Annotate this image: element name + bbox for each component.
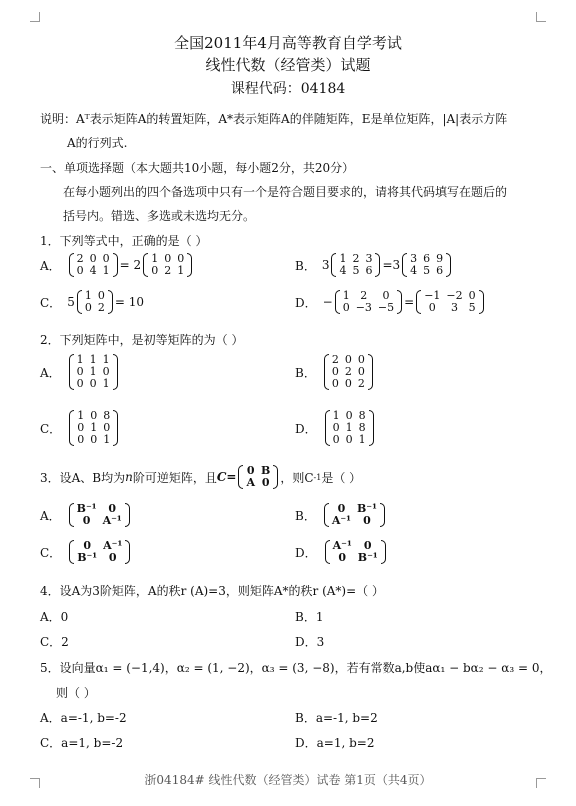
matrix-cell: 1 — [90, 421, 98, 434]
matrix-cell: B⁻¹ — [77, 551, 98, 564]
q5-option-b[interactable]: B．a=-1, b=2 — [295, 711, 378, 725]
matrix-cell: −5 — [377, 301, 395, 314]
matrix — [325, 540, 386, 564]
matrix-cell: 1 — [339, 252, 347, 265]
matrix-cell: 0 — [103, 421, 111, 434]
page-footer: 浙04184# 线性代数（经管类）试卷 第1页（共4页） — [144, 773, 432, 787]
matrix-cell: 0 — [357, 353, 365, 366]
matrix-cell: 1 — [102, 264, 110, 277]
q4-stem: 4．设A为3阶矩阵，A的秩r (A)=3，则矩阵A*的秩r (A*)=（ ） — [40, 584, 384, 598]
q4-option-c[interactable]: C．2 — [40, 635, 69, 649]
matrix — [238, 465, 278, 489]
matrix — [69, 540, 130, 564]
q4-option-a[interactable]: A．0 — [40, 610, 69, 624]
crop-mark-top-right — [536, 12, 546, 22]
matrix-cell: A — [246, 476, 256, 489]
matrix — [143, 253, 192, 277]
matrix-cell: 0 — [151, 264, 159, 277]
matrix-cell: 0 — [164, 252, 172, 265]
matrix — [69, 354, 118, 390]
matrix-cell: 2 — [344, 365, 352, 378]
matrix-cell: −2 — [446, 289, 463, 302]
matrix-cell: B⁻¹ — [76, 502, 97, 515]
matrix-cell: 1 — [332, 409, 340, 422]
q3-stem: 3．设A、B均为 n 阶可逆矩阵，且 C= 0 B A 0 ，则C -1 是（ ） — [40, 464, 362, 489]
matrix-cell: 0 — [108, 502, 116, 515]
q5-option-d[interactable]: D．a=1, b=2 — [295, 736, 375, 750]
matrix — [69, 253, 118, 277]
q3-option-c[interactable]: C． 0 A⁻¹ B⁻¹ 0 — [40, 540, 132, 564]
matrix-cell: 0 — [76, 365, 84, 378]
matrix-cell: 1 — [358, 433, 366, 446]
matrix-cell: 6 — [423, 252, 431, 265]
matrix-cell: 0 — [345, 409, 353, 422]
matrix-cell: 1 — [345, 421, 353, 434]
matrix-cell: 0 — [345, 433, 353, 446]
matrix-cell: 9 — [436, 252, 444, 265]
matrix-cell: 2 — [331, 353, 339, 366]
matrix-cell: 1 — [102, 377, 110, 390]
q1-option-c[interactable]: C． 5 1 0 0 2 = 10 — [40, 289, 144, 314]
matrix-cell: 0 — [90, 409, 98, 422]
matrix — [69, 503, 130, 527]
matrix-cell: 0 — [344, 353, 352, 366]
q3-option-d[interactable]: D． A⁻¹ 0 0 B⁻¹ — [295, 540, 388, 564]
matrix-cell: 1 — [89, 353, 97, 366]
matrix-cell: 4 — [89, 264, 97, 277]
matrix-cell: A⁻¹ — [102, 514, 122, 527]
matrix-cell: 0 — [82, 514, 91, 527]
matrix-cell: 0 — [363, 514, 371, 527]
q2-option-c[interactable]: C． 1 0 8 0 1 0 0 0 1 — [40, 410, 120, 446]
section-instruction-2: 括号内。错选、多选或未选均无分。 — [63, 209, 256, 223]
matrix-cell: A⁻¹ — [103, 539, 123, 552]
matrix-cell: B⁻¹ — [357, 551, 378, 564]
q4-option-d[interactable]: D．3 — [295, 635, 325, 649]
matrix-cell: 0 — [76, 377, 84, 390]
matrix-cell: 0 — [108, 551, 117, 564]
matrix-cell: 2 — [97, 301, 105, 314]
matrix-cell: 1 — [89, 365, 97, 378]
matrix-cell: −3 — [355, 301, 372, 314]
q5-stem: 5．设向量α₁ = (−1,4)，α₂ = (1, −2)，α₃ = (3, −8)，若有常数a,b使aα₁ − bα₂ − α₃ = 0， — [40, 661, 552, 675]
matrix-cell: 1 — [84, 289, 92, 302]
q5-option-c[interactable]: C．a=1, b=-2 — [40, 736, 124, 750]
matrix-cell: 0 — [97, 289, 105, 302]
q2-option-a[interactable]: A． 1 1 1 0 1 0 0 0 1 — [40, 354, 120, 390]
matrix-cell: 0 — [102, 252, 110, 265]
matrix-cell: B — [261, 464, 271, 477]
matrix — [331, 253, 380, 277]
matrix — [324, 354, 373, 390]
matrix-cell: 0 — [246, 464, 255, 477]
matrix-cell: 3 — [451, 301, 459, 314]
matrix-cell: 0 — [84, 301, 92, 314]
matrix-cell: 0 — [332, 421, 340, 434]
matrix-cell: 0 — [468, 289, 476, 302]
matrix-cell: 2 — [357, 377, 365, 390]
matrix-cell: 1 — [102, 353, 110, 366]
matrix-cell: 0 — [344, 377, 352, 390]
matrix-cell: 8 — [358, 421, 366, 434]
q3-option-b[interactable]: B． 0 B⁻¹ A⁻¹ 0 — [295, 503, 387, 527]
matrix-cell: 0 — [382, 289, 390, 302]
matrix-cell: 0 — [332, 433, 340, 446]
matrix-cell: 8 — [358, 409, 366, 422]
q3-option-a[interactable]: A． B⁻¹ 0 0 A⁻¹ — [40, 503, 132, 527]
matrix-cell: 0 — [76, 264, 84, 277]
q1-option-d[interactable]: D． − 1 2 0 0 −3 −5 = −1 −2 0 0 3 5 — [295, 290, 486, 314]
q2-option-b[interactable]: B． 2 0 0 0 2 0 0 0 2 — [295, 354, 375, 390]
note-line-1: 说明：Aᵀ表示矩阵A的转置矩阵，A*表示矩阵A的伴随矩阵，E是单位矩阵，|A|表示方阵 — [40, 112, 508, 126]
matrix-cell: 0 — [428, 301, 436, 314]
matrix-cell: 0 — [89, 377, 97, 390]
matrix — [335, 290, 402, 314]
matrix-cell: B⁻¹ — [357, 502, 377, 515]
exam-subject: 线性代数（经管类）试题 — [205, 56, 371, 74]
q4-option-b[interactable]: B．1 — [295, 610, 324, 624]
matrix-cell: 0 — [261, 476, 270, 489]
matrix-cell: 8 — [103, 409, 111, 422]
matrix-cell: 0 — [357, 365, 365, 378]
matrix — [77, 290, 113, 314]
section-heading: 一、单项选择题（本大题共10小题，每小题2分，共20分） — [40, 161, 355, 175]
matrix-cell: 1 — [77, 409, 85, 422]
matrix-cell: 4 — [339, 264, 347, 277]
matrix-cell: 2 — [76, 252, 84, 265]
matrix-cell: 4 — [410, 264, 418, 277]
matrix-cell: 1 — [177, 264, 185, 277]
matrix — [416, 290, 483, 314]
matrix — [69, 410, 118, 446]
matrix-cell: 2 — [164, 264, 172, 277]
matrix-cell: 3 — [365, 252, 373, 265]
crop-mark-top-left — [30, 12, 40, 22]
matrix-cell: −1 — [424, 289, 441, 302]
matrix-cell: 1 — [103, 433, 111, 446]
matrix-cell: 0 — [342, 301, 350, 314]
exam-title: 全国2011年4月高等教育自学考试 — [174, 34, 402, 52]
q2-option-d[interactable]: D． 1 0 8 0 1 8 0 0 1 — [295, 410, 376, 446]
q2-stem: 2．下列矩阵中，是初等矩阵的为（ ） — [40, 333, 244, 347]
course-code: 课程代码：04184 — [230, 81, 346, 97]
q1-option-a[interactable]: A． 2 0 0 0 4 1 = 2 1 0 0 0 2 1 — [40, 253, 194, 277]
note-line-2: A的行列式. — [67, 136, 128, 150]
matrix-cell: 2 — [352, 252, 360, 265]
matrix-cell: 0 — [331, 365, 339, 378]
matrix-cell: 2 — [360, 289, 368, 302]
matrix — [402, 253, 451, 277]
matrix-cell: 0 — [363, 539, 372, 552]
matrix-cell: 0 — [177, 252, 185, 265]
matrix — [324, 503, 385, 527]
matrix-cell: 3 — [410, 252, 418, 265]
q1-stem: 1．下列等式中，正确的是（ ） — [40, 234, 208, 248]
matrix-cell: 5 — [423, 264, 431, 277]
q1-option-b[interactable]: B． 3 1 2 3 4 5 6 =3 3 6 9 4 5 6 — [295, 253, 453, 277]
matrix-cell: A⁻¹ — [332, 539, 352, 552]
matrix-cell: 0 — [338, 551, 347, 564]
matrix-cell: 6 — [365, 264, 373, 277]
matrix-cell: 5 — [352, 264, 360, 277]
matrix — [325, 410, 374, 446]
matrix-cell: 0 — [102, 365, 110, 378]
q5-option-a[interactable]: A．a=-1, b=-2 — [40, 711, 127, 725]
matrix-cell: 1 — [151, 252, 159, 265]
section-instruction-1: 在每小题列出的四个备选项中只有一个是符合题目要求的，请将其代码填写在题后的 — [63, 185, 508, 199]
matrix-cell: 0 — [337, 502, 346, 515]
matrix-cell: 0 — [83, 539, 91, 552]
matrix-cell: 6 — [436, 264, 444, 277]
matrix-cell: 1 — [342, 289, 350, 302]
matrix-cell: 5 — [468, 301, 476, 314]
matrix-cell: 0 — [89, 252, 97, 265]
q5-stem-2: 则（ ） — [56, 686, 96, 700]
matrix-cell: 1 — [76, 353, 84, 366]
matrix-cell: 0 — [90, 433, 98, 446]
matrix-cell: A⁻¹ — [331, 514, 351, 527]
matrix-cell: 0 — [77, 421, 85, 434]
matrix-cell: 0 — [77, 433, 85, 446]
matrix-cell: 0 — [331, 377, 339, 390]
